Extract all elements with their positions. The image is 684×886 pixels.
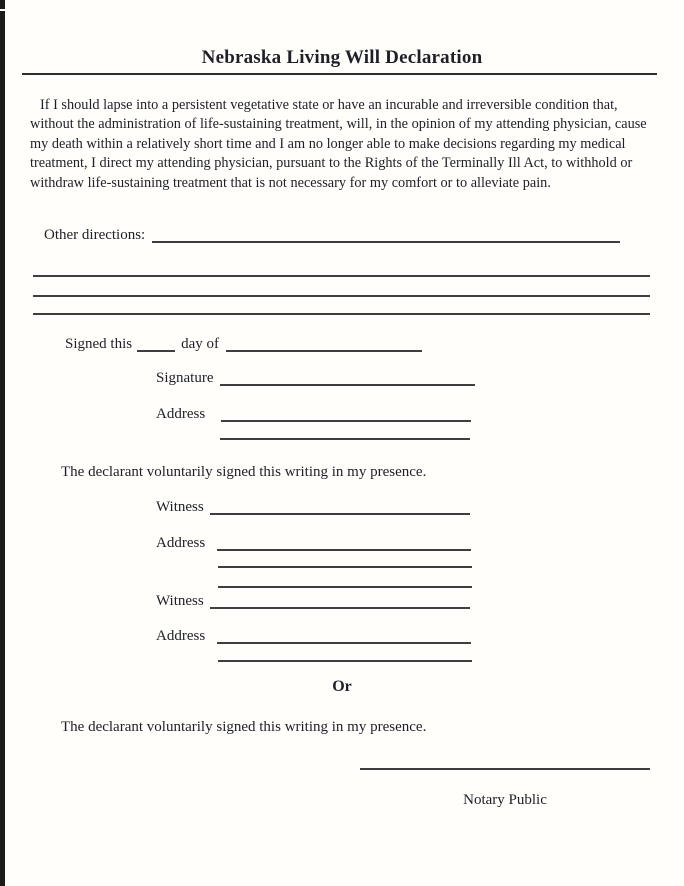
declarant-signature-row — [156, 369, 475, 386]
address-label: Address — [156, 406, 206, 422]
notary-signature-field[interactable] — [360, 768, 650, 770]
witness-2-signature-field[interactable] — [210, 594, 470, 609]
notary-public-caption: Notary Public — [463, 792, 547, 808]
day-of-label: day of — [181, 336, 219, 352]
declarant-address-field-line-2[interactable] — [220, 438, 470, 440]
witness-2-address-row — [156, 627, 471, 644]
declarant-address-row — [156, 405, 471, 422]
title-divider-rule — [22, 73, 657, 75]
signed-month-year-field[interactable] — [226, 337, 422, 352]
witness-2-address-field-line-1[interactable] — [217, 629, 471, 644]
signature-label: Signature — [156, 370, 214, 386]
witness-label: Witness — [156, 499, 204, 515]
other-directions-field[interactable] — [152, 228, 620, 243]
form-title: Nebraska Living Will Declaration — [201, 47, 483, 68]
witness-1-address-field-line-1[interactable] — [217, 536, 471, 551]
declarant-address-field-line-1[interactable] — [221, 407, 471, 422]
signed-date-row — [65, 335, 422, 352]
scan-artifact-corner — [0, 0, 5, 9]
signed-this-label: Signed this — [65, 336, 133, 352]
additional-directions-field-line-2[interactable] — [33, 295, 650, 297]
declaration-paragraph: If I should lapse into a persistent vegetative state or have an incurable and irreversible condition that, without the administration of life-sustaining treatment, will, in the opinion of my attending physician, cause my death within a relatively short time and I am no longer able to make decisions regarding my medical treatment, I direct my attending physician, pursuant to the Rights of the Terminally Ill Act, to withhold or withdraw life-sustaining treatment that is not necessary for my comfort or to alleviate pain. — [30, 97, 647, 191]
witness-2-extra-field-line[interactable] — [218, 586, 472, 588]
witness-2-signature-row — [156, 592, 470, 609]
witness-1-signature-row — [156, 498, 470, 515]
other-directions-label: Other directions: — [44, 227, 146, 243]
other-directions-row — [44, 226, 620, 243]
or-separator: Or — [332, 678, 352, 695]
address-label: Address — [156, 535, 206, 551]
witness-1-address-field-line-2[interactable] — [218, 566, 472, 568]
notary-statement: The declarant voluntarily signed this writing in my presence. — [61, 719, 427, 735]
witness-1-address-row — [156, 534, 471, 551]
witness-2-address-field-line-2[interactable] — [218, 660, 472, 662]
witness-1-signature-field[interactable] — [210, 500, 470, 515]
signed-day-field[interactable] — [137, 337, 175, 352]
witness-statement: The declarant voluntarily signed this writing in my presence. — [61, 464, 427, 480]
witness-label: Witness — [156, 593, 204, 609]
additional-directions-field-line-3[interactable] — [33, 313, 650, 315]
additional-directions-field-line-1[interactable] — [33, 275, 650, 277]
declarant-signature-field[interactable] — [220, 371, 475, 386]
scan-artifact-edge-strip — [0, 11, 5, 886]
address-label: Address — [156, 628, 206, 644]
